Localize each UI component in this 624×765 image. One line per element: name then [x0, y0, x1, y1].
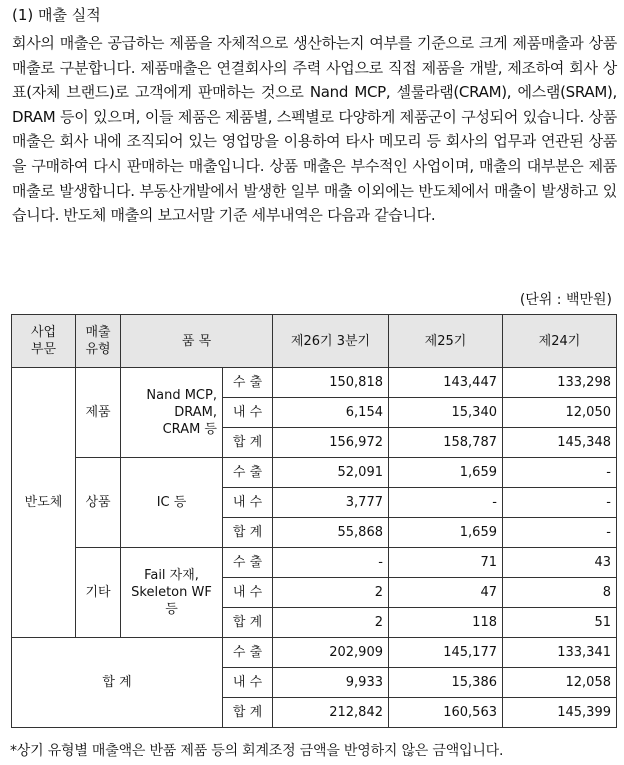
sales-type-cell: 제품	[76, 368, 121, 458]
value-cell: -	[503, 518, 617, 548]
table-row	[12, 638, 617, 668]
kind-cell: 내 수	[223, 488, 273, 518]
kind-cell: 합 계	[223, 518, 273, 548]
value-cell: 9,933	[273, 668, 389, 698]
value-cell: 1,659	[389, 518, 503, 548]
value-cell: 202,909	[273, 638, 389, 668]
header-item: 품 목	[121, 315, 273, 368]
kind-cell: 내 수	[223, 578, 273, 608]
value-cell: 145,399	[503, 698, 617, 728]
kind-cell: 합 계	[223, 428, 273, 458]
kind-cell: 수 출	[223, 638, 273, 668]
value-cell: 150,818	[273, 368, 389, 398]
value-cell: 212,842	[273, 698, 389, 728]
item-cell: Fail 자재, Skeleton WF 등	[121, 548, 223, 638]
table-row	[12, 368, 617, 398]
value-cell: 160,563	[389, 698, 503, 728]
value-cell: 6,154	[273, 398, 389, 428]
kind-cell: 수 출	[223, 368, 273, 398]
header-period-26-q3: 제26기 3분기	[273, 315, 389, 368]
header-segment: 사업 부문	[12, 315, 76, 368]
value-cell: 43	[503, 548, 617, 578]
value-cell: 8	[503, 578, 617, 608]
value-cell: 51	[503, 608, 617, 638]
value-cell: -	[273, 548, 389, 578]
table-row	[12, 548, 617, 578]
sales-type-cell: 기타	[76, 548, 121, 638]
segment-cell: 반도체	[12, 368, 76, 638]
item-cell: Nand MCP, DRAM, CRAM 등	[121, 368, 223, 458]
kind-cell: 수 출	[223, 458, 273, 488]
kind-cell: 내 수	[223, 668, 273, 698]
value-cell: 143,447	[389, 368, 503, 398]
value-cell: -	[389, 488, 503, 518]
value-cell: 15,340	[389, 398, 503, 428]
description-paragraph: 회사의 매출은 공급하는 제품을 자체적으로 생산하는지 여부를 기준으로 크게 제품매출과 상품매출로 구분합니다. 제품매출은 연결회사의 주력 사업으로 직접 제품을 개발, 제조하여 회사 상표(자체 브랜드)로 고객에게 판매하는 것으로 Nand MCP, 셀룰라램(CRAM), 에스램(SRAM), DRAM 등이 있으며, 이들 제품은 제품별, 스펙별로 다양하게 제품군이 구성되어 있습니다. 상품 매출은 회사 내에 조직되어 있는 영업망을 이용하여 타사 메모리 등 회사의 업무과 연관된 상품을 구매하여 다시 판매하는 매출입니다. 상품 매출은 부수적인 사업이며, 매출의 대부분은 제품 매출로 발생합니다. 부동산개발에서 발생한 일부 매출 이외에는 반도체에서 매출이 발생하고 있습니다. 반도체 매출의 보고서말 기준 세부내역은 다음과 같습니다.	[12, 34, 617, 225]
unit-label: (단위 : 백만원)	[519, 292, 612, 308]
value-cell: 145,348	[503, 428, 617, 458]
value-cell: 47	[389, 578, 503, 608]
value-cell: 3,777	[273, 488, 389, 518]
header-period-25: 제25기	[389, 315, 503, 368]
value-cell: 2	[273, 608, 389, 638]
kind-cell: 내 수	[223, 398, 273, 428]
section-title: (1) 매출 실적	[12, 6, 101, 24]
sales-type-cell: 상품	[76, 458, 121, 548]
value-cell: 145,177	[389, 638, 503, 668]
footnote: *상기 유형별 매출액은 반품 제품 등의 회계조정 금액을 반영하지 않은 금액입니다.	[10, 743, 504, 759]
value-cell: 158,787	[389, 428, 503, 458]
value-cell: 71	[389, 548, 503, 578]
value-cell: 1,659	[389, 458, 503, 488]
item-cell: IC 등	[121, 458, 223, 548]
table-header-row	[12, 315, 617, 368]
kind-cell: 수 출	[223, 548, 273, 578]
value-cell: -	[503, 458, 617, 488]
value-cell: 55,868	[273, 518, 389, 548]
value-cell: 12,050	[503, 398, 617, 428]
value-cell: 12,058	[503, 668, 617, 698]
value-cell: 133,298	[503, 368, 617, 398]
sales-table	[11, 314, 617, 728]
kind-cell: 합 계	[223, 698, 273, 728]
kind-cell: 합 계	[223, 608, 273, 638]
value-cell: 156,972	[273, 428, 389, 458]
header-period-24: 제24기	[503, 315, 617, 368]
value-cell: 118	[389, 608, 503, 638]
value-cell: 133,341	[503, 638, 617, 668]
value-cell: -	[503, 488, 617, 518]
value-cell: 15,386	[389, 668, 503, 698]
total-label-cell: 합 계	[12, 638, 223, 728]
value-cell: 2	[273, 578, 389, 608]
value-cell: 52,091	[273, 458, 389, 488]
table-row	[12, 458, 617, 488]
header-sales-type: 매출 유형	[76, 315, 121, 368]
